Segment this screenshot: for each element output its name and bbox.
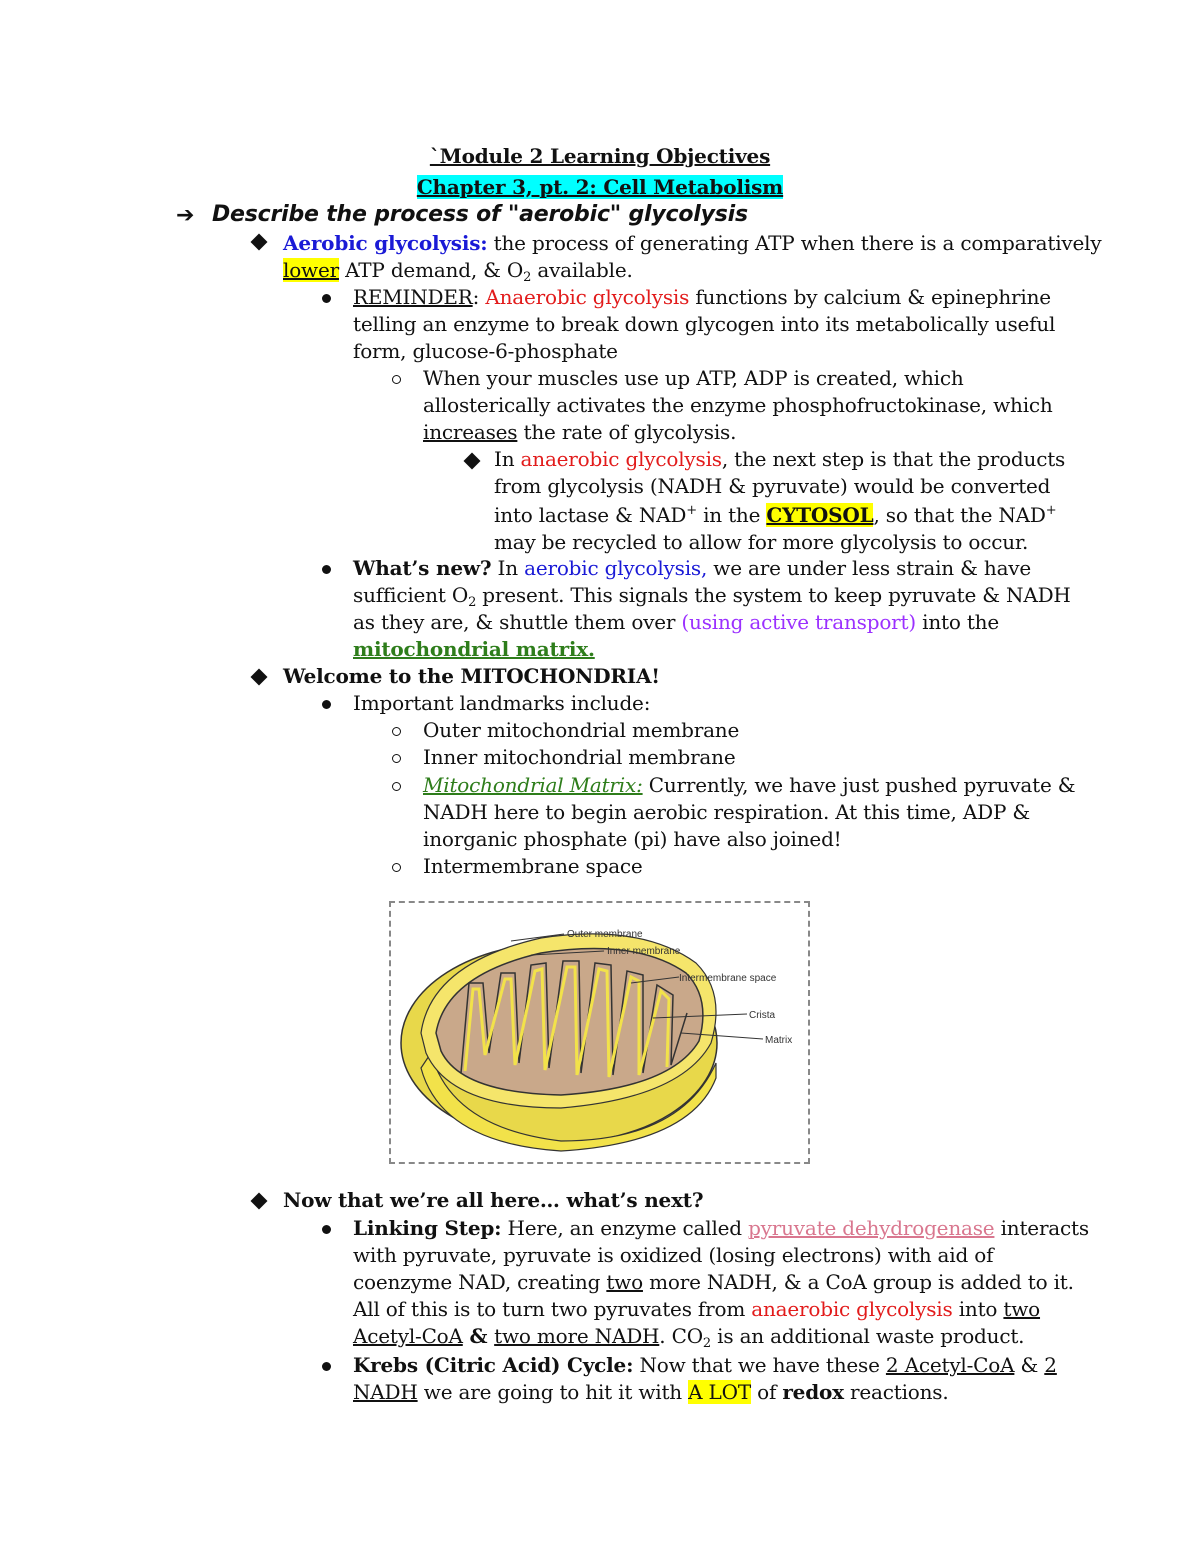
reminder-colon: : [472, 285, 486, 309]
aerobic-term: Aerobic glycolysis: [283, 231, 488, 255]
dot-bullet-icon [322, 294, 331, 303]
reminder-line-3: form, glucose-6-phosphate [353, 339, 618, 363]
krebs-label: Krebs (Citric Acid) Cycle: [353, 1353, 634, 1377]
linking-line-3 [353, 1269, 1074, 1296]
anaerobic-term: Anaerobic glycolysis [485, 285, 690, 309]
nadh-underline: NADH [353, 1380, 418, 1404]
anaerobic-step-term: anaerobic glycolysis [520, 447, 722, 471]
circle-bullet-icon [392, 754, 401, 763]
krebs-2a: we are going to hit it with [417, 1380, 689, 1404]
two-b-underline: two [1003, 1297, 1041, 1321]
krebs-line-2 [353, 1379, 949, 1406]
linking-3a: coenzyme NAD, creating [353, 1270, 607, 1294]
linking-1b: interacts [994, 1216, 1089, 1240]
circle-bullet-icon [392, 727, 401, 736]
nad-plus-superscript: + [686, 503, 697, 518]
dot-bullet-icon [322, 1225, 331, 1234]
whats-new-into: into the [915, 610, 999, 634]
anaerobic-step-line-1 [494, 446, 1065, 473]
muscles-line-3 [423, 419, 736, 446]
linking-line-4 [353, 1296, 1040, 1323]
krebs-line-1 [353, 1352, 1057, 1379]
whats-new-text-1: we are under less strain & have [707, 556, 1032, 580]
linking-4a: All of this is to turn two pyruvates from [353, 1297, 752, 1321]
inner-membrane-item: Inner mitochondrial membrane [423, 745, 736, 769]
pyruvate-dehydrogenase: pyruvate dehydrogenase [748, 1216, 995, 1240]
reminder-label: REMINDER [353, 285, 473, 309]
matrix-text-1: Currently, we have just pushed pyruvate & [642, 773, 1076, 797]
whats-new-3a: as they are, & shuttle them over [353, 610, 682, 634]
dot-bullet-icon [322, 700, 331, 709]
intermembrane-item: Intermembrane space [423, 854, 643, 878]
lower-highlight: lower [283, 258, 339, 282]
figure-label-crista: Crista [749, 1010, 776, 1021]
a-lot-highlight: A LOT [688, 1380, 751, 1404]
anaerobic-step-3a: into lactase & NAD [494, 503, 687, 527]
objective-heading: Describe the process of "aerobic" glycolysis [212, 202, 748, 227]
whats-new-line-2 [353, 582, 1071, 609]
krebs-2c: reactions. [843, 1380, 949, 1404]
reminder-text-1: functions by calcium & epinephrine [689, 285, 1051, 309]
figure-label-outer: Outer membrane [567, 929, 643, 940]
whats-new-line-3 [353, 609, 999, 636]
anaerobic-step-3b: in the [696, 503, 767, 527]
linking-5b: is an additional waste product. [711, 1324, 1025, 1348]
whats-new-line-1 [353, 555, 1031, 582]
matrix-item-line-1 [423, 772, 1075, 799]
o2-subscript: 2 [523, 270, 532, 285]
mitochondrion-illustration [391, 903, 808, 1162]
muscles-line-2: allosterically activates the enzyme phosphofructokinase, which [423, 393, 1053, 417]
circle-bullet-icon [392, 782, 401, 791]
dot-bullet-icon [322, 1362, 331, 1371]
krebs-two-underline: 2 [1044, 1353, 1057, 1377]
ampersand-bold: & [462, 1324, 495, 1348]
linking-label: Linking Step: [353, 1216, 502, 1240]
diamond-bullet-icon [251, 669, 268, 686]
whats-new-2a: sufficient O [353, 583, 469, 607]
mitochondrial-matrix-term: mitochondrial matrix. [353, 637, 595, 661]
whats-new-line-4 [353, 636, 595, 663]
o2-subscript: 2 [468, 595, 477, 610]
aerobic-line-2 [283, 257, 633, 284]
in-word: In [494, 447, 521, 471]
matrix-item-line-3: inorganic phosphate (pi) have also joined! [423, 827, 842, 851]
co2-subscript: 2 [702, 1336, 711, 1351]
aerobic-def-2a: ATP demand, & O [338, 258, 524, 282]
two-acetyl-coa-underline: 2 Acetyl-CoA [885, 1353, 1015, 1377]
figure-label-inner: Inner membrane [607, 946, 681, 957]
whats-new-2b: present. This signals the system to keep pyruvate & NADH [476, 583, 1071, 607]
linking-line-2: with pyruvate, pyruvate is oxidized (losing electrons) with aid of [353, 1243, 994, 1267]
whats-new-in: In [491, 556, 525, 580]
aerobic-glycolysis-blue: aerobic glycolysis, [524, 556, 708, 580]
cytosol-highlight: CYTOSOL [766, 503, 874, 527]
redox-bold: redox [782, 1380, 844, 1404]
diamond-bullet-icon [251, 234, 268, 251]
active-transport: (using active transport) [681, 610, 916, 634]
linking-5a: . CO [659, 1324, 703, 1348]
figure-label-matrix: Matrix [765, 1035, 793, 1046]
whats-new-label: What’s new? [353, 556, 492, 580]
anaerobic-step-text-1: , the next step is that the products [721, 447, 1066, 471]
aerobic-line-1 [283, 230, 1101, 257]
linking-1a: Here, an enzyme called [501, 1216, 749, 1240]
landmarks-intro: Important landmarks include: [353, 691, 651, 715]
welcome-heading: Welcome to the MITOCHONDRIA! [283, 664, 660, 688]
anaerobic-step-line-4: may be recycled to allow for more glycolysis to occur. [494, 530, 1029, 554]
increases-underline: increases [423, 420, 518, 444]
two-underline: two [606, 1270, 643, 1294]
aerobic-def-1: the process of generating ATP when there is a comparatively [487, 231, 1102, 255]
dot-bullet-icon [322, 565, 331, 574]
module-title: `Module 2 Learning Objectives [429, 144, 771, 168]
two-more-nadh-underline: two more NADH [494, 1324, 660, 1348]
figure-label-intermembrane: Intermembrane space [679, 973, 777, 984]
nad-plus-superscript-2: + [1045, 503, 1057, 518]
muscles-line-3-rest: the rate of glycolysis. [517, 420, 737, 444]
outer-membrane-item: Outer mitochondrial membrane [423, 718, 740, 742]
matrix-label: Mitochondrial Matrix: [423, 773, 643, 797]
diamond-bullet-icon [251, 1193, 268, 1210]
mitochondrion-figure [389, 901, 810, 1164]
arrow-icon: ➔ [176, 203, 195, 228]
anaerobic-step-line-3 [494, 502, 1056, 529]
muscles-line-1: When your muscles use up ATP, ADP is created, which [423, 366, 964, 390]
reminder-line-1 [353, 284, 1051, 311]
chapter-title: Chapter 3, pt. 2: Cell Metabolism [416, 175, 784, 199]
circle-bullet-icon [392, 863, 401, 872]
krebs-amp: & [1014, 1353, 1045, 1377]
krebs-1a: Now that we have these [633, 1353, 886, 1377]
chapter-title-row [0, 174, 1200, 201]
aerobic-def-2b: available. [531, 258, 633, 282]
diamond-bullet-icon [464, 453, 481, 470]
anaerobic-glycolysis-red: anaerobic glycolysis [751, 1297, 953, 1321]
matrix-item-line-2: NADH here to begin aerobic respiration. At this time, ADP & [423, 800, 1030, 824]
krebs-2b: of [750, 1380, 783, 1404]
next-heading: Now that we’re all here… what’s next? [283, 1188, 704, 1212]
anaerobic-step-line-2: from glycolysis (NADH & pyruvate) would be converted [494, 474, 1051, 498]
linking-4b: into [952, 1297, 1004, 1321]
linking-line-5 [353, 1323, 1024, 1350]
linking-line-1 [353, 1215, 1089, 1242]
linking-3b: more NADH, & a CoA group is added to it. [642, 1270, 1074, 1294]
anaerobic-step-3c: , so that the NAD [873, 503, 1046, 527]
acetyl-coa-underline: Acetyl-CoA [353, 1324, 463, 1348]
circle-bullet-icon [392, 375, 401, 384]
reminder-line-2: telling an enzyme to break down glycogen into its metabolically useful [353, 312, 1056, 336]
